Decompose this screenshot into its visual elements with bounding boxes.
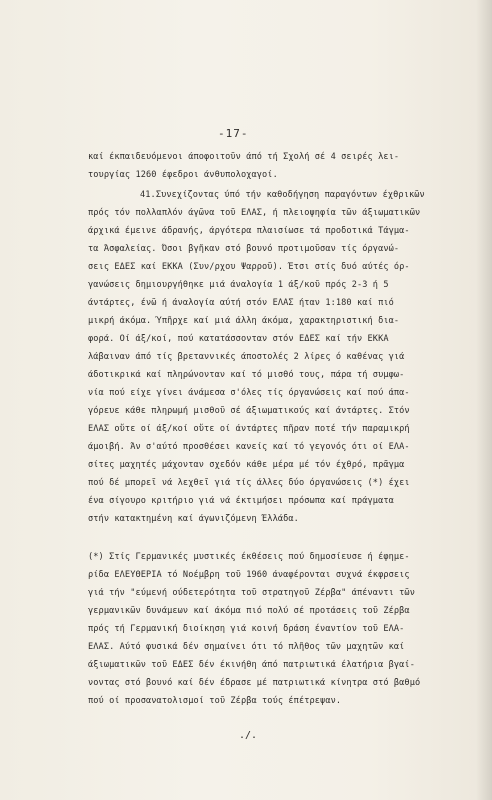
body-line: λάβαιναν άπό τίς βρεταννικές άποστολές 2 λίρες ό καθένας γιά	[88, 352, 405, 362]
body-line: άρχικά έμεινε άδρανής, άργότερα πλαισίωσε τά προδοτικά Τάγμα-	[88, 226, 410, 236]
body-line: γανώσεις δημιουργήθηκε μιά άναλογία 1 άξ/κοῦ πρός 2-3 ή 5	[88, 280, 389, 290]
page-number: -17-	[218, 127, 249, 140]
footnote-line: πρός τή Γερμανική διοίκηση γιά κοινή δράση έναντίον τοῦ ΕΛΑ-	[88, 624, 405, 634]
footnote-line: γιά τήν "εύμενή ούδετερότητα τοῦ στρατηγοῦ Ζέρβα" άπέναντι τῶν	[88, 588, 415, 598]
footnote-line: ΕΛΑΣ. Αύτό φυσικά δέν σημαίνει ότι τό πλῆθος τῶν μαχητῶν καί	[88, 642, 405, 652]
page-edge-shadow	[476, 0, 492, 800]
body-line: ΕΛΑΣ οὔτε οί άξ/κοί οὔτε οί άντάρτες πῆραν ποτέ τήν παραμικρή	[88, 424, 410, 434]
body-line: γόρευε κάθε πληρωμή μισθοῦ σέ άξιωματικούς καί άντάρτες. Στόν	[88, 406, 410, 416]
body-line: πρός τόν πολλαπλόν άγῶνα τοῦ ΕΛΑΣ, ή πλειοψηφία τῶν άξιωματικῶν	[88, 208, 421, 218]
body-line: στήν κατακτημένη καί άγωνιζόμενη Έλλάδα.	[88, 514, 299, 524]
body-line: τουργίας 1260 έφεδροι άνθυπολοχαγοί.	[88, 170, 278, 180]
body-line: μικρή άκόμα. Ύπῆρχε καί μιά άλλη άκόμα, χαρακτηριστική δια-	[88, 316, 400, 326]
closing-mark: ./.	[239, 730, 258, 741]
body-line: άντάρτες, ένῶ ή άναλογία αύτή στόν ΕΛΑΣ ήταν 1:180 καί πιό	[88, 298, 394, 308]
body-line: νία πού είχε γίνει άνάμεσα σ'όλες τίς όργανώσεις καί πού άπα-	[88, 388, 410, 398]
body-line: καί έκπαιδευόμενοι άποφοιτοῦν άπό τή Σχολή σέ 4 σειρές λει-	[88, 152, 400, 162]
body-line: φορά. Οί άξ/κοί, πού κατατάσσονταν στόν ΕΔΕΣ καί τήν ΕΚΚΑ	[88, 334, 389, 344]
body-line: 41.Συνεχίζοντας ύπό τήν καθοδήγηση παραγόντων έχθρικῶν	[140, 190, 425, 200]
footnote-line: γερμανικῶν δυνάμεων καί άκόμα πιό πολύ σέ προτάσεις τοῦ Ζέρβα	[88, 606, 410, 616]
body-line: άμοιβή. Άν σ'αύτό προσθέσει κανείς καί τό γεγονός ότι οί ΕΛΑ-	[88, 442, 410, 452]
footnote-line: άξιωματικῶν τοῦ ΕΔΕΣ δέν έκινήθη άπό πατριωτικά έλατήρια βγαί-	[88, 660, 415, 670]
body-line: σίτες μαχητές μάχονταν σχεδόν κάθε μέρα μέ τόν έχθρό, πρᾶγμα	[88, 460, 405, 470]
footnote-line: ρίδα ΕΛΕΥΘΕΡΙΑ τό Νοέμβρη τοῦ 1960 άναφέρονται συχνά έκφρσεις	[88, 570, 410, 580]
body-line: τα Άσφαλείας. Όσοι βγῆκαν στό βουνό προτιμοῦσαν τίς όργανώ-	[88, 244, 400, 254]
body-line: σεις ΕΔΕΣ καί ΕΚΚΑ (Συν/ρχου Ψαρροῦ). Έτσι στίς δυό αύτές όρ-	[88, 262, 410, 272]
footnote-line: νοντας στό βουνό καί δέν έδρασε μέ πατριωτικά κίνητρα στό βαθμό	[88, 678, 421, 688]
footnote-line: (*) Στίς Γερμανικές μυστικές έκθέσεις πού δημοσίευσε ή έφημε-	[88, 552, 410, 562]
body-line: πού δέ μπορεῖ νά λεχθεῖ γιά τίς άλλες δύο όργανώσεις (*) έχει	[88, 478, 410, 488]
body-line: άδοτικρικά καί πληρώνονταν καί τό μισθό τους, πάρα τή συμφω-	[88, 370, 405, 380]
body-line: ένα σίγουρο κριτήριο γιά νά έκτιμήσει πρόσωπα καί πράγματα	[88, 496, 394, 506]
footnote-line: πού οί προσανατολισμοί τοῦ Ζέρβα τούς έπέτρεψαν.	[88, 696, 342, 706]
